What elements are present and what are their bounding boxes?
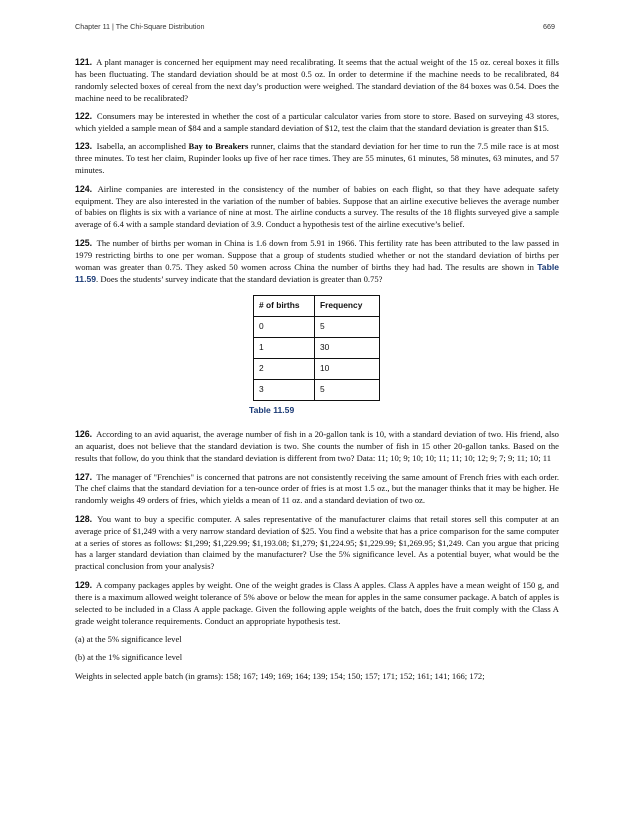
problem-text: You want to buy a specific computer. A sales representative of the manufacturer claims that retail stores sell this computer at an average price of $1,249 with a very narrow standard deviation of $25. You find a website that has a price comparison for the same computer at a series of stores as follows: $1,299; $1,229.99; $1,193.08; $1,279; $1,224.95; $1,229.99; $1,269.95; $1,249. Can you argue that pricing has a larger standard deviation than claimed by the manufacturer? Use the 5% significance level. As a potential buyer, what would be the practical conclusion from your analysis?: [75, 513, 559, 572]
problem-126: [75, 429, 559, 465]
problem-text-end: . Does the students’ survey indicate that the standard deviation is greater than 0.75?: [96, 273, 383, 284]
problem-text: Consumers may be interested in whether the cost of a particular calculator varies from store to store. Based on surveying 43 stores, which yielded a sample mean of $84 and a sample standard deviation of $12, test the claim that the standard deviation is greater than $15.: [75, 111, 559, 134]
chapter-title: Chapter 11 | The Chi-Square Distribution: [75, 22, 205, 31]
births-cell: 0: [254, 317, 315, 338]
frequency-cell: 5: [315, 380, 380, 401]
problem-text: Airline companies are interested in the consistency of the number of babies on each flight, so that they have adequate safety equipment. They are also interested in the variation of the number of babies. Suppose that an airline executive believes the average number of babies on flights is six with a variance of nine at most. The airline conducts a survey. The results of the 18 flights surveyed give a sample average of 6.4 with a sample standard deviation of 3.9. Conduct a hypothesis test of the airline executive’s belief.: [75, 183, 559, 230]
race-name: Bay to Breakers: [188, 141, 249, 152]
table-header-row: [254, 296, 380, 317]
problem-129-part-b: (b) at the 1% significance level: [75, 652, 183, 663]
table-row: [254, 380, 380, 401]
apple-weights-data: Weights in selected apple batch (in grams): 158; 167; 149; 169; 164; 139; 154; 150; 157; 171; 152; 161; 141; 166; 172;: [75, 670, 485, 681]
problem-text: A plant manager is concerned her equipment may need recalibrating. It seems that the actual weight of the 15 oz. cereal boxes it fills has been fluctuating. The standard deviation should be at most 0.5 oz. In order to determine if the machine needs to be recalibrated, 84 randomly selected boxes of cereal from the next day’s production were weighed. The standard deviation of the 84 boxes was 0.54. Does the machine need to be recalibrated?: [75, 57, 559, 103]
births-cell: 2: [254, 359, 315, 380]
births-cell: 3: [254, 380, 315, 401]
problem-number: 124.: [75, 183, 93, 194]
frequency-cell: 30: [315, 338, 380, 359]
problem-number: 126.: [75, 429, 93, 440]
problem-128: [75, 514, 559, 574]
problem-number: 129.: [75, 579, 93, 590]
problem-text: According to an avid aquarist, the average number of fish in a 20-gallon tank is 10, with a standard deviation of two. His friend, also an aquarist, does not believe that the standard deviation is two. She counts the number of fish in 15 other 20-gallon tanks. Based on the results that follow, do you think that the standard deviation is different from two? Data: 11; 10; 9; 10; 10; 11; 11; 10; 12; 9; 7; 9; 11; 10; 11: [75, 429, 559, 464]
problem-127: [75, 472, 559, 508]
problem-129-part-a: (a) at the 5% significance level: [75, 633, 182, 644]
frequency-cell: 10: [315, 359, 380, 380]
table-row: [254, 359, 380, 380]
page-number: 669: [543, 22, 555, 31]
table-row: [254, 317, 380, 338]
problem-121: [75, 57, 559, 105]
problem-text: A company packages apples by weight. One of the weight grades is Class A apples. Class A apples have a mean weight of 150 g, and there is a maximum allowed weight tolerance of 5% above or below the mean for apples in the same consumer package. A batch of apples is selected to be included in a Class A apple package. Given the following apple weights of the batch, does the fruit comply with the Class A grade weight tolerance requirements. Conduct an appropriate hypothesis test.: [75, 579, 559, 626]
problem-text-start: The number of births per woman in China is 1.6 down from 5.91 in 1966. This fertility rate has been attributed to the law passed in 1979 restricting births to one per woman. Suppose that a group of students studied whether or not the standard deviation of births per woman was greater than 0.75. They asked 50 women across China the number of births they had had. The results are shown in: [75, 237, 559, 272]
frequency-cell: 5: [315, 317, 380, 338]
table-reference-link[interactable]: Table 11.59: [75, 261, 559, 284]
problem-text-start: Isabella, an accomplished: [96, 141, 189, 152]
header-frequency: Frequency: [315, 296, 380, 317]
problem-122: [75, 111, 559, 135]
exercise-list: [75, 57, 559, 689]
births-frequency-table: [253, 295, 380, 401]
births-cell: 1: [254, 338, 315, 359]
table-caption: Table 11.59: [249, 405, 295, 416]
problem-129: [75, 580, 559, 628]
problem-text: The manager of "Frenchies" is concerned that patrons are not consistently receiving the same amount of French fries with each order. The chef claims that the standard deviation for a ten-ounce order of fries is at most 1.5 oz., but the manager thinks that it may be higher. He randomly weighs 49 orders of fries, which yields a mean of 11 oz. and a standard deviation of two oz.: [75, 471, 559, 506]
problem-text-end: runner, claims that the standard deviation for her time to run the 7.5 mile race is at most three minutes. To test her claim, Rupinder looks up five of her race times. They are 55 minutes, 61 minutes, 58 minutes, 63 minutes, and 57 minutes.: [75, 141, 559, 176]
problem-number: 121.: [75, 57, 93, 67]
problem-number: 125.: [75, 237, 93, 248]
problem-124: [75, 184, 559, 232]
problem-number: 127.: [75, 471, 93, 482]
table-row: [254, 338, 380, 359]
problem-number: 122.: [75, 111, 93, 122]
problem-123: [75, 141, 559, 177]
births-table-container: [75, 295, 559, 417]
problem-number: 123.: [75, 141, 93, 152]
header-births: # of births: [254, 296, 315, 317]
problem-125: [75, 238, 559, 286]
problem-number: 128.: [75, 513, 93, 524]
